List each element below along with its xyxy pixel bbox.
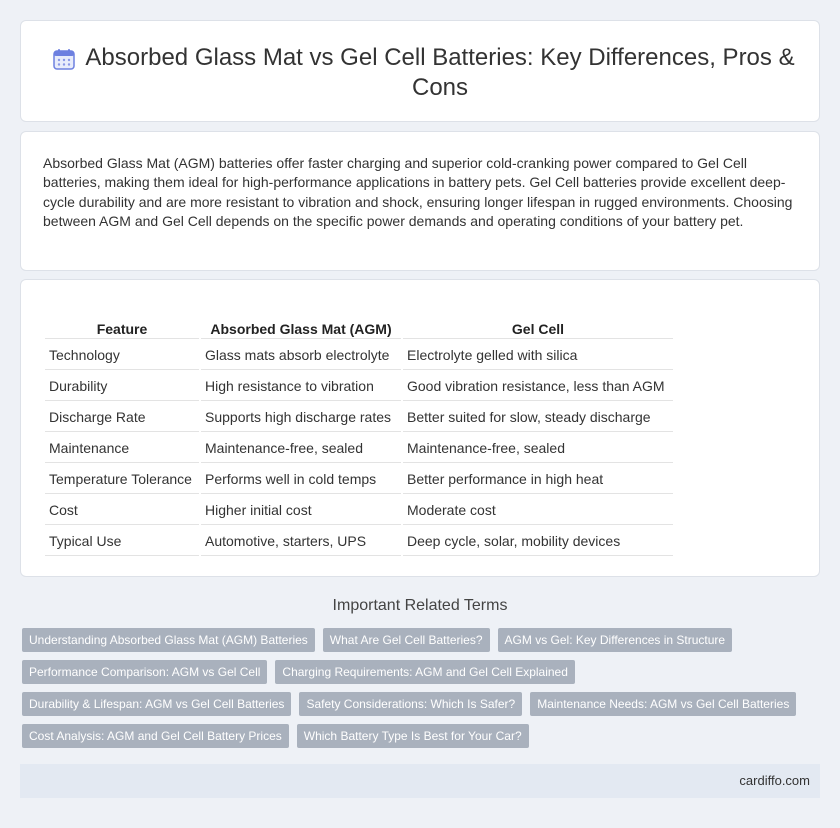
table-row: [45, 496, 673, 525]
footer-site-link[interactable]: cardiffo.com: [739, 773, 810, 788]
related-term-link[interactable]: Maintenance Needs: AGM vs Gel Cell Batteries: [530, 692, 796, 716]
related-term-link[interactable]: Which Battery Type Is Best for Your Car?: [297, 724, 529, 748]
related-terms-row: [22, 724, 802, 748]
related-term-link[interactable]: Durability & Lifespan: AGM vs Gel Cell Batteries: [22, 692, 291, 716]
feature-cell: Maintenance: [45, 434, 199, 463]
agm-cell: Performs well in cold temps: [201, 465, 401, 494]
gel-cell-cell: Electrolyte gelled with silica: [403, 341, 673, 370]
feature-cell: Technology: [45, 341, 199, 370]
agm-cell: Higher initial cost: [201, 496, 401, 525]
footer: [20, 764, 820, 798]
related-terms-list: [22, 628, 802, 756]
gel-cell-cell: Moderate cost: [403, 496, 673, 525]
gel-cell-cell: Good vibration resistance, less than AGM: [403, 372, 673, 401]
related-term-link[interactable]: Charging Requirements: AGM and Gel Cell Explained: [275, 660, 574, 684]
related-terms-row: [22, 660, 802, 684]
related-term-link[interactable]: Safety Considerations: Which Is Safer?: [299, 692, 522, 716]
table-row: [45, 434, 673, 463]
table-row: [45, 341, 673, 370]
header-gel-cell: Gel Cell: [403, 318, 673, 339]
related-terms-row: [22, 628, 802, 652]
related-terms-title: Important Related Terms: [332, 597, 508, 614]
related-term-link[interactable]: AGM vs Gel: Key Differences in Structure: [498, 628, 733, 652]
agm-cell: Glass mats absorb electrolyte: [201, 341, 401, 370]
table-row: [45, 527, 673, 556]
comparison-card: [20, 279, 820, 577]
title-card: [20, 20, 820, 122]
feature-cell: Cost: [45, 496, 199, 525]
agm-cell: Maintenance-free, sealed: [201, 434, 401, 463]
related-term-link[interactable]: Cost Analysis: AGM and Gel Cell Battery Prices: [22, 724, 289, 748]
feature-cell: Discharge Rate: [45, 403, 199, 432]
agm-cell: High resistance to vibration: [201, 372, 401, 401]
page-title: Absorbed Glass Mat vs Gel Cell Batteries: Key Differences, Pros & Cons: [85, 44, 795, 101]
related-term-link[interactable]: Performance Comparison: AGM vs Gel Cell: [22, 660, 267, 684]
feature-cell: Typical Use: [45, 527, 199, 556]
intro-paragraph: Absorbed Glass Mat (AGM) batteries offer faster charging and superior cold-cranking power compared to Gel Cell batteries, making them ideal for high-performance applications in battery pets. Gel Cell batteries provide excellent deep-cycle durability and are more resistant to vibration and shock, ensuring longer lifespan in rugged environments. Choosing between AGM and Gel Cell depends on the specific power demands and operating conditions of your battery pet.: [43, 155, 793, 230]
gel-cell-cell: Maintenance-free, sealed: [403, 434, 673, 463]
feature-cell: Durability: [45, 372, 199, 401]
feature-cell: Temperature Tolerance: [45, 465, 199, 494]
gel-cell-cell: Better suited for slow, steady discharge: [403, 403, 673, 432]
intro-card: [20, 131, 820, 271]
table-row: [45, 403, 673, 432]
agm-cell: Supports high discharge rates: [201, 403, 401, 432]
table-row: [45, 372, 673, 401]
gel-cell-cell: Better performance in high heat: [403, 465, 673, 494]
related-terms-row: [22, 692, 802, 716]
agm-cell: Automotive, starters, UPS: [201, 527, 401, 556]
related-term-link[interactable]: What Are Gel Cell Batteries?: [323, 628, 490, 652]
related-term-link[interactable]: Understanding Absorbed Glass Mat (AGM) Batteries: [22, 628, 315, 652]
header-agm: Absorbed Glass Mat (AGM): [201, 318, 401, 339]
table-header-row: [45, 318, 673, 339]
comparison-table: [43, 316, 675, 558]
header-feature: Feature: [45, 318, 199, 339]
gel-cell-cell: Deep cycle, solar, mobility devices: [403, 527, 673, 556]
table-row: [45, 465, 673, 494]
